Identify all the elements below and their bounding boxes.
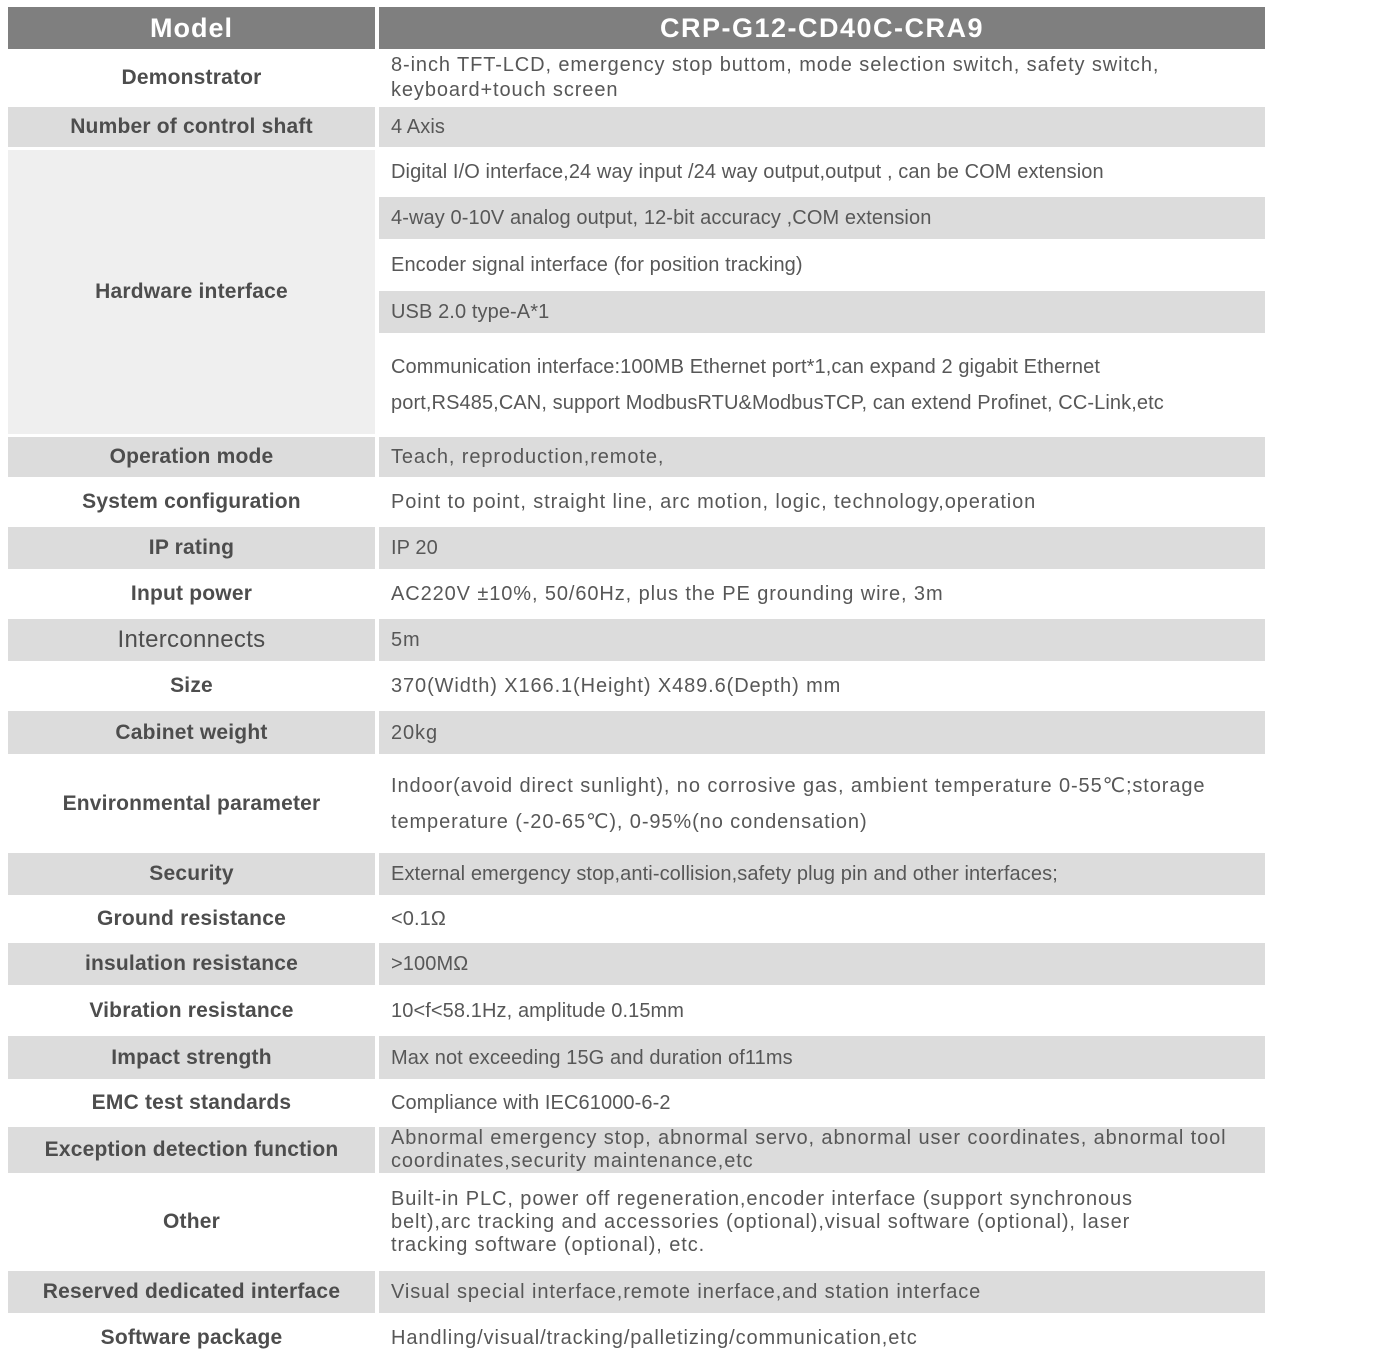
row-security bbox=[8, 853, 1265, 895]
row-value: Abnormal emergency stop, abnormal servo, abnormal user coordinates, abnormal tool coordinates,security maintenance,etc bbox=[379, 1127, 1265, 1173]
row-reserved-interface bbox=[8, 1271, 1265, 1313]
row-label: System configuration bbox=[8, 480, 375, 524]
row-label: Ground resistance bbox=[8, 898, 375, 940]
hardware-interface-label: Hardware interface bbox=[8, 150, 375, 434]
row-value: 8-inch TFT-LCD, emergency stop buttom, mode selection switch, safety switch, keyboard+touch screen bbox=[379, 52, 1265, 104]
row-value: Teach, reproduction,remote, bbox=[379, 437, 1265, 477]
row-value: Handling/visual/tracking/palletizing/communication,etc bbox=[379, 1316, 1265, 1359]
row-vibration-resistance bbox=[8, 988, 1265, 1033]
row-label: Environmental parameter bbox=[8, 757, 375, 850]
row-exception-detection bbox=[8, 1127, 1265, 1173]
row-label: Demonstrator bbox=[8, 52, 375, 104]
row-value: Point to point, straight line, arc motion, logic, technology,operation bbox=[379, 480, 1265, 524]
model-header-value: CRP-G12-CD40C-CRA9 bbox=[379, 7, 1265, 49]
row-value: <0.1Ω bbox=[379, 898, 1265, 940]
row-operation-mode bbox=[8, 437, 1265, 477]
row-label: Cabinet weight bbox=[8, 711, 375, 754]
row-size bbox=[8, 664, 1265, 708]
row-label: IP rating bbox=[8, 527, 375, 569]
row-value: 4-way 0-10V analog output, 12-bit accuracy ,COM extension bbox=[379, 197, 1265, 239]
row-value: Digital I/O interface,24 way input /24 way output,output , can be COM extension bbox=[379, 150, 1265, 194]
row-value: Compliance with IEC61000-6-2 bbox=[379, 1082, 1265, 1124]
row-label: Other bbox=[8, 1176, 375, 1268]
row-label: EMC test standards bbox=[8, 1082, 375, 1124]
row-environmental-parameter bbox=[8, 757, 1265, 850]
row-control-shaft bbox=[8, 107, 1265, 147]
model-header-label: Model bbox=[8, 7, 375, 49]
header-row bbox=[8, 7, 1265, 49]
row-insulation-resistance bbox=[8, 943, 1265, 985]
row-cabinet-weight bbox=[8, 711, 1265, 754]
row-value: USB 2.0 type-A*1 bbox=[379, 291, 1265, 333]
row-emc-test-standards bbox=[8, 1082, 1265, 1124]
row-value: IP 20 bbox=[379, 527, 1265, 569]
row-system-configuration bbox=[8, 480, 1265, 524]
row-value: Max not exceeding 15G and duration of11ms bbox=[379, 1036, 1265, 1079]
spec-table bbox=[4, 4, 1269, 1362]
row-value: AC220V ±10%, 50/60Hz, plus the PE grounding wire, 3m bbox=[379, 572, 1265, 616]
row-label: Operation mode bbox=[8, 437, 375, 477]
row-hardware-digital-io bbox=[8, 150, 1265, 194]
row-value: Visual special interface,remote inerface,and station interface bbox=[379, 1271, 1265, 1313]
row-label: Reserved dedicated interface bbox=[8, 1271, 375, 1313]
row-label: Number of control shaft bbox=[8, 107, 375, 147]
row-value: Built-in PLC, power off regeneration,encoder interface (support synchronous belt),arc tracking and accessories (optional),visual software (optional), laser tracking software (optional), etc. bbox=[379, 1176, 1265, 1268]
row-other bbox=[8, 1176, 1265, 1268]
row-value: 370(Width) X166.1(Height) X489.6(Depth) mm bbox=[379, 664, 1265, 708]
row-label: Exception detection function bbox=[8, 1127, 375, 1173]
row-label: Security bbox=[8, 853, 375, 895]
row-impact-strength bbox=[8, 1036, 1265, 1079]
row-value: 5m bbox=[379, 619, 1265, 661]
row-software-package bbox=[8, 1316, 1265, 1359]
row-label: Vibration resistance bbox=[8, 988, 375, 1033]
row-label: Size bbox=[8, 664, 375, 708]
row-input-power bbox=[8, 572, 1265, 616]
row-value: Indoor(avoid direct sunlight), no corrosive gas, ambient temperature 0-55℃;storage temperature (-20-65℃), 0-95%(no condensation) bbox=[379, 757, 1265, 850]
row-ground-resistance bbox=[8, 898, 1265, 940]
row-label: Interconnects bbox=[8, 619, 375, 661]
row-value: 10<f<58.1Hz, amplitude 0.15mm bbox=[379, 988, 1265, 1033]
row-label: Impact strength bbox=[8, 1036, 375, 1079]
row-label: Software package bbox=[8, 1316, 375, 1359]
row-value: Communication interface:100MB Ethernet port*1,can expand 2 gigabit Ethernet port,RS485,CAN, support ModbusRTU&ModbusTCP, can extend Profinet, CC-Link,etc bbox=[379, 336, 1265, 434]
row-demonstrator bbox=[8, 52, 1265, 104]
row-ip-rating bbox=[8, 527, 1265, 569]
row-value: 20kg bbox=[379, 711, 1265, 754]
row-value: External emergency stop,anti-collision,safety plug pin and other interfaces; bbox=[379, 853, 1265, 895]
row-label: Input power bbox=[8, 572, 375, 616]
row-interconnects bbox=[8, 619, 1265, 661]
row-value: >100MΩ bbox=[379, 943, 1265, 985]
page bbox=[0, 4, 1376, 1370]
row-value: 4 Axis bbox=[379, 107, 1265, 147]
row-value: Encoder signal interface (for position tracking) bbox=[379, 242, 1265, 288]
row-label: insulation resistance bbox=[8, 943, 375, 985]
